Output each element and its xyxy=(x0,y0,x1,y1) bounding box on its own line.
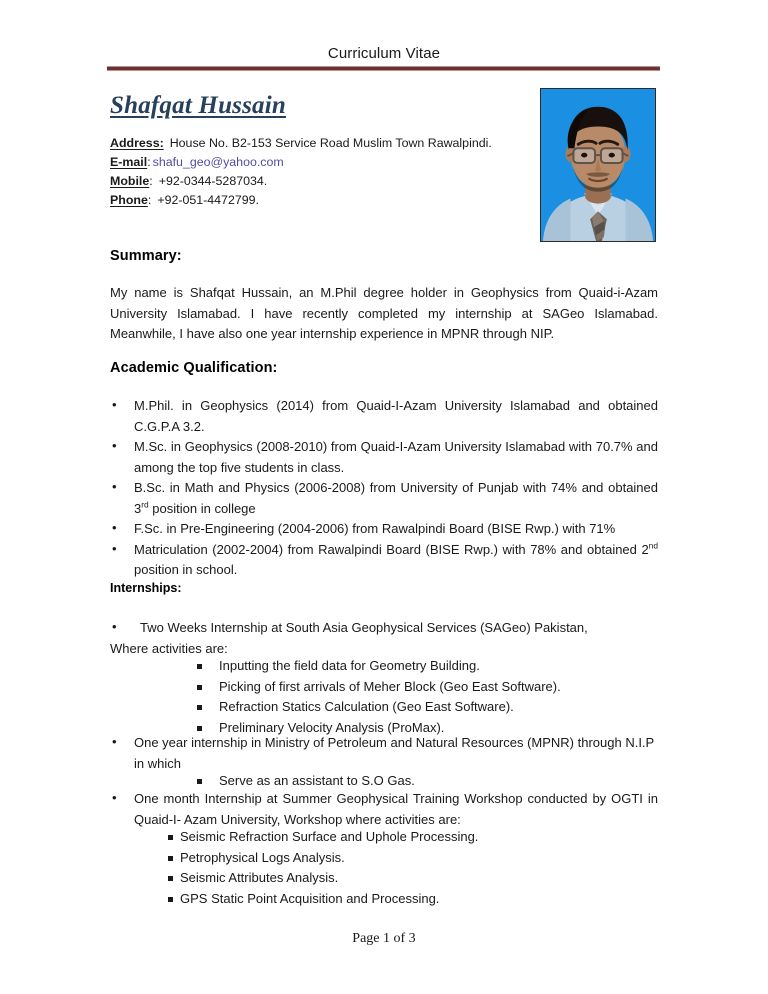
list-item: Seismic Refraction Surface and Uphole Processing. xyxy=(167,827,478,848)
contact-row-mobile xyxy=(110,172,530,191)
contact-separator-mobile: : xyxy=(149,173,153,188)
list-item: Refraction Statics Calculation (Geo East Software). xyxy=(195,697,561,718)
document-header-title: Curriculum Vitae xyxy=(327,45,441,62)
contact-value-phone: +92-051-4472799. xyxy=(157,192,259,207)
email-link[interactable]: shafu_geo@yahoo.com xyxy=(152,154,284,169)
list-item: Serve as an assistant to S.O Gas. xyxy=(195,771,415,792)
summary-heading: Summary: xyxy=(110,248,182,264)
list-item xyxy=(110,478,658,519)
portrait-photo-icon xyxy=(541,89,655,241)
summary-text: My name is Shafqat Hussain, an M.Phil degree holder in Geophysics from Quaid-i-Azam University Islamabad. I have recently completed my internship at SAGeo Islamabad. Meanwhile, I have also one year internship experience in MPNR through NIP. xyxy=(110,285,658,341)
contact-row-address xyxy=(110,134,530,153)
list-item: Seismic Attributes Analysis. xyxy=(167,868,478,889)
contact-value-address: House No. B2-153 Service Road Muslim Town Rawalpindi. xyxy=(169,135,492,150)
contact-label-mobile: Mobile xyxy=(110,173,150,188)
contact-row-phone xyxy=(110,191,530,210)
avatar xyxy=(540,88,656,242)
academic-heading: Academic Qualification: xyxy=(110,360,278,376)
contact-label-address: Address: xyxy=(110,135,164,150)
internship-entry-1-list xyxy=(110,618,658,639)
list-item: Petrophysical Logs Analysis. xyxy=(167,848,478,869)
list-item: GPS Static Point Acquisition and Processing. xyxy=(167,889,478,910)
internship-entry-1-continuation: Where activities are: xyxy=(110,641,228,656)
list-item: • M.Phil. in Geophysics (2014) from Quaid-I-Azam University Islamabad and obtained C.G.P.A 3.2. xyxy=(110,396,658,437)
academic-list xyxy=(110,396,658,581)
ordinal-suffix: nd xyxy=(648,540,658,551)
internship-entry-2-list xyxy=(110,733,658,774)
internships-heading: Internships: xyxy=(110,581,182,595)
internship-entry-3-list xyxy=(110,789,658,830)
list-item: Inputting the field data for Geometry Building. xyxy=(195,656,561,677)
ordinal-suffix: rd xyxy=(141,499,149,510)
list-item-text-tail: position in college xyxy=(148,500,256,516)
list-item: • F.Sc. in Pre-Engineering (2004-2006) from Rawalpindi Board (BISE Rwp.) with 71% xyxy=(110,519,658,540)
list-item: • Two Weeks Internship at South Asia Geophysical Services (SAGeo) Pakistan, xyxy=(110,618,658,639)
contact-separator-phone: : xyxy=(147,192,152,207)
list-item-text-tail: position in school. xyxy=(134,562,238,577)
list-item: Preliminary Velocity Analysis (ProMax). xyxy=(195,718,561,739)
profile-block xyxy=(110,92,530,210)
list-item-text: B.Sc. in Math and Physics (2006-2008) from University of Punjab with 74% and obtained 3 xyxy=(134,480,658,516)
list-item: Picking of first arrivals of Meher Block (Geo East Software). xyxy=(195,677,561,698)
contact-row-email xyxy=(110,153,530,172)
list-item-text: Matriculation (2002-2004) from Rawalpindi Board (BISE Rwp.) with 78% and obtained 2 xyxy=(134,541,649,557)
internship-entry-1-sublist xyxy=(195,656,561,738)
header-divider xyxy=(107,66,660,71)
contact-separator-email: : xyxy=(147,154,151,169)
internship-entry-3-sublist xyxy=(167,827,478,909)
list-item: • One year internship in Ministry of Petroleum and Natural Resources (MPNR) through N.I.P in which xyxy=(110,733,658,774)
page-number-footer: Page 1 of 3 xyxy=(352,931,416,946)
list-item: • M.Sc. in Geophysics (2008-2010) from Quaid-I-Azam University Islamabad with 70.7% and among the top five students in class. xyxy=(110,437,658,478)
contact-label-phone: Phone xyxy=(110,192,148,207)
contact-list xyxy=(110,134,530,210)
list-item xyxy=(110,540,658,581)
contact-value-mobile: +92-0344-5287034. xyxy=(158,173,268,188)
page-title: Shafqat Hussain xyxy=(110,92,286,119)
list-item: • One month Internship at Summer Geophysical Training Workshop conducted by OGTI in Quaid-I- Azam University, Workshop where activities are: xyxy=(110,789,658,830)
contact-label-email: E-mail xyxy=(110,154,148,169)
